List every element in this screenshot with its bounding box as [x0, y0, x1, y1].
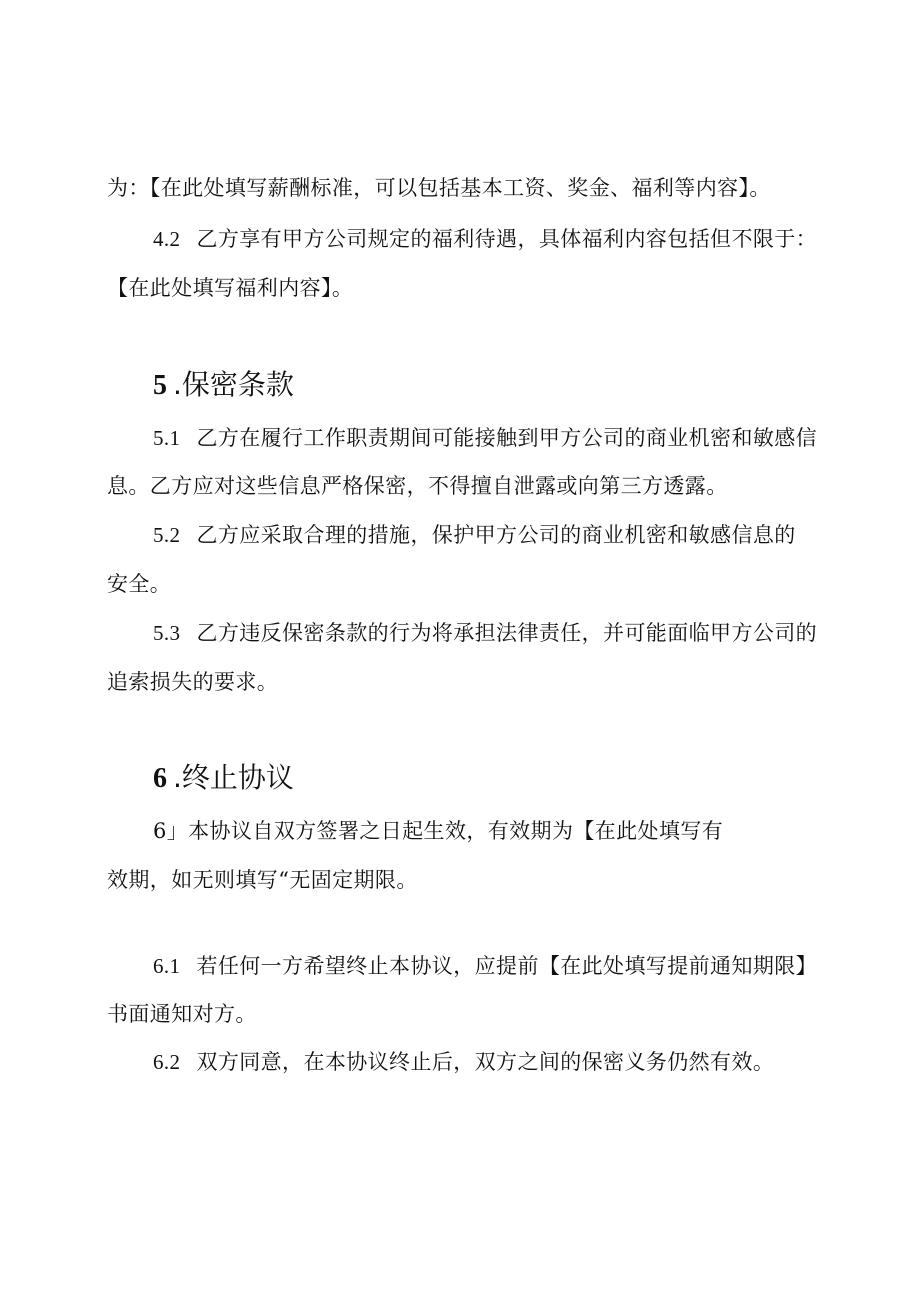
clause-text: 乙方应采取合理的措施，保护甲方公司的商业机密和敏感信息的	[196, 523, 796, 547]
clause-text: 乙方违反保密条款的行为将承担法律责任，并可能面临甲方公司的	[196, 621, 818, 645]
paragraph-line: 为：【在此处填写薪酬标准，可以包括基本工资、奖金、福利等内容】。	[107, 176, 771, 200]
section-number: 5	[153, 370, 167, 401]
clause-number: 6.2	[153, 1050, 181, 1074]
clause-text: 乙方享有甲方公司规定的福利待遇，具体福利内容包括但不限于：	[196, 227, 818, 251]
clause-5-1-line2: 息。乙方应对这些信息严格保密，不得擅自泄露或向第三方透露。	[107, 474, 728, 498]
section-number: 6	[153, 763, 167, 794]
clause-6-intro-line2: 效期，如无则填写“无固定期限。	[107, 868, 418, 892]
clause-text: 若任何一方希望终止本协议，应提前【在此处填写提前通知期限】	[196, 954, 818, 978]
clause-5-1-line1	[153, 424, 817, 452]
clause-5-2-line2: 安全。	[107, 572, 172, 596]
section-heading-confidentiality	[153, 367, 294, 404]
clause-5-3-line2: 追索损失的要求。	[107, 670, 279, 694]
clause-6-1-line1	[153, 952, 817, 980]
clause-4-2-line1	[153, 225, 817, 253]
clause-6-intro-line1: 6」本协议自双方签署之日起生效，有效期为【在此处填写有	[153, 819, 724, 843]
clause-4-2-line2: 【在此处填写福利内容】。	[107, 276, 354, 300]
clause-number: 5.2	[153, 523, 181, 547]
clause-5-2-line1	[153, 521, 796, 549]
clause-number: 6.1	[153, 954, 181, 978]
clause-5-3-line1	[153, 619, 817, 647]
section-heading-termination	[153, 760, 294, 797]
clause-number: 4.2	[153, 227, 181, 251]
clause-6-2-line1	[153, 1048, 774, 1076]
section-title: .保密条款	[173, 368, 294, 401]
clause-text: 乙方在履行工作职责期间可能接触到甲方公司的商业机密和敏感信	[196, 426, 818, 450]
clause-number: 5.1	[153, 426, 181, 450]
clause-6-1-line2: 书面通知对方。	[107, 1002, 257, 1026]
clause-number: 5.3	[153, 621, 181, 645]
clause-text: 双方同意，在本协议终止后，双方之间的保密义务仍然有效。	[196, 1050, 775, 1074]
section-title: .终止协议	[173, 761, 294, 794]
